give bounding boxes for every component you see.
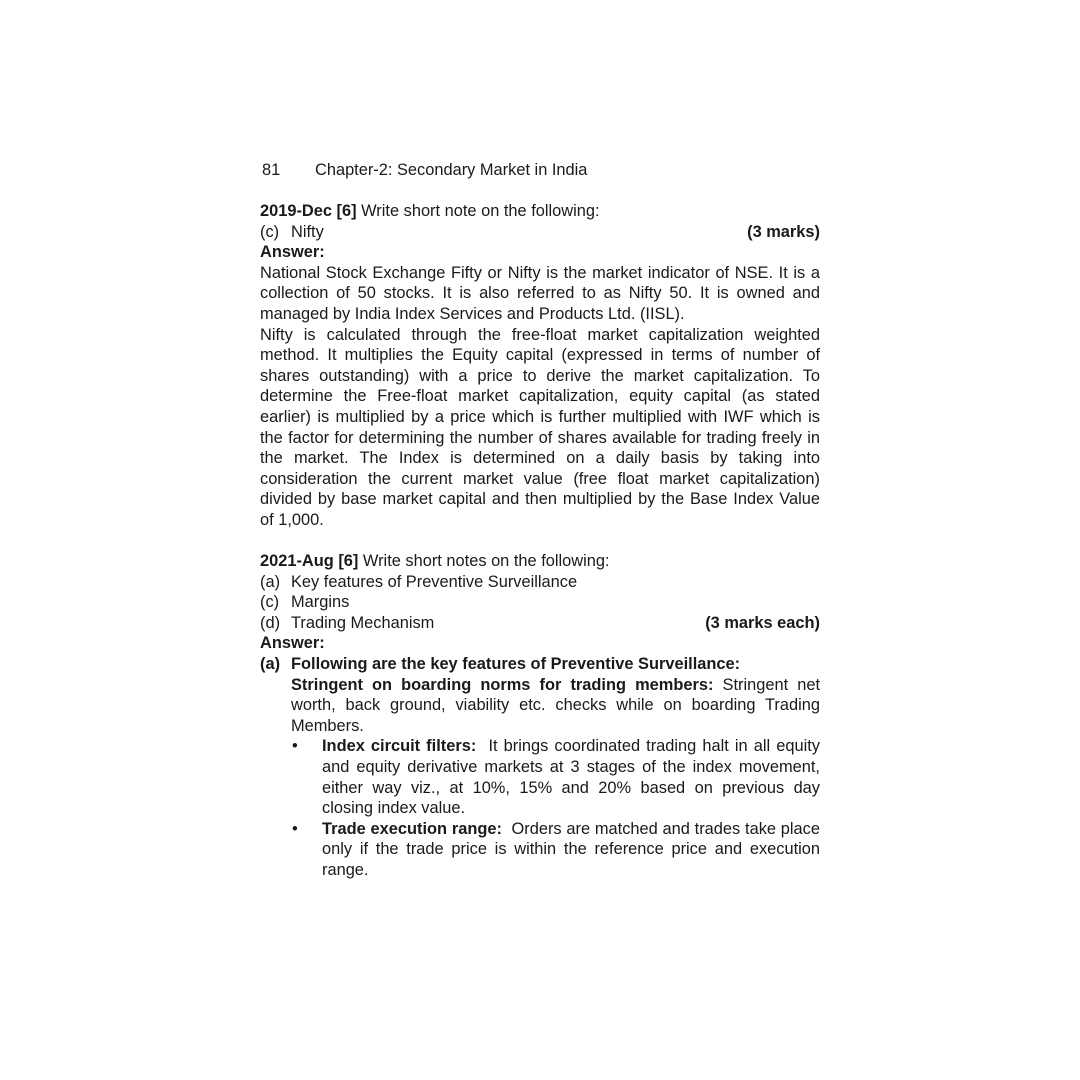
question-item [260, 592, 820, 613]
item-label: (c) [260, 593, 280, 612]
running-header [260, 160, 820, 180]
answer-label: Answer: [260, 243, 325, 262]
item-label: (d) [260, 613, 281, 632]
question-tag: 2019-Dec [6] [260, 202, 357, 220]
item-text: Margins [291, 593, 350, 612]
question-item [260, 572, 820, 593]
marks-label: (3 marks) [747, 222, 820, 241]
item-text: Nifty [291, 222, 324, 241]
bullet-item [260, 736, 825, 818]
question-tag: 2021-Aug [6] [260, 552, 359, 571]
item-label: (c) [260, 222, 280, 241]
answer-label: Answer: [260, 634, 325, 653]
chapter-title: Chapter-2: Secondary Market in India [315, 161, 588, 179]
bullet-icon: • [292, 819, 298, 838]
item-label: (a) [260, 572, 281, 591]
page-number: 81 [262, 161, 281, 179]
book-page [260, 160, 825, 881]
sub-label: (a) [260, 655, 281, 674]
feature-text: Stringent net worth, back ground, viability etc. checks while on boarding Trading Members. [291, 675, 821, 735]
answer-paragraph: National Stock Exchange Fifty or Nifty is the market indicator of NSE. It is a collection of 50 stocks. It is also referred to as Nifty 50. It is owned and managed by India Index Services and Products Ltd. (IISL). [260, 263, 820, 323]
feature-title: Trade execution range: [322, 819, 502, 838]
question-item-row [260, 613, 820, 634]
question-2019-dec [260, 201, 820, 531]
feature-title: Stringent on boarding norms for trading members: [291, 675, 714, 694]
stringent-paragraph [260, 675, 820, 737]
answer-paragraph: Nifty is calculated through the free-float market capitalization weighted method. It multiplies the Equity capital (expressed in terms of number of shares outstanding) with a price to derive the market capitalization. To determine the Free-float market capitalization, equity capital (as stated earlier) is multiplied by a price which is further multiplied with IWF which is the factor for determining the number of shares available for trading freely in the market. The Index is determined on a daily basis by taking into consideration the current market value (free float market capitalization) divided by base market capital and then multiplied by the Base Index Value of 1,000. [260, 325, 820, 529]
sub-heading-text: Following are the key features of Preventive Surveillance: [291, 655, 741, 674]
item-text: Key features of Preventive Surveillance [291, 572, 578, 591]
question-2021-aug [260, 551, 825, 881]
bullet-item [260, 819, 825, 881]
question-prompt [260, 201, 820, 222]
item-text: Trading Mechanism [291, 613, 435, 632]
feature-title: Index circuit filters: [322, 737, 477, 756]
feature-text: Orders are matched and trades take place only if the trade price is within the reference price and execution range. [322, 819, 825, 879]
answer-subheading [260, 654, 820, 675]
section-gap [260, 531, 820, 552]
question-text: Write short notes on the following: [358, 552, 610, 571]
feature-text: It brings coordinated trading halt in all equity and equity derivative markets at 3 stages of the index movement, either way viz., at 10%, 15% and 20% based on previous day closing index value. [322, 737, 825, 818]
question-item-row [260, 222, 820, 243]
marks-label: (3 marks each) [705, 613, 820, 632]
bullet-icon: • [292, 737, 298, 756]
question-text: Write short note on the following: [356, 202, 600, 220]
question-prompt [260, 551, 820, 572]
